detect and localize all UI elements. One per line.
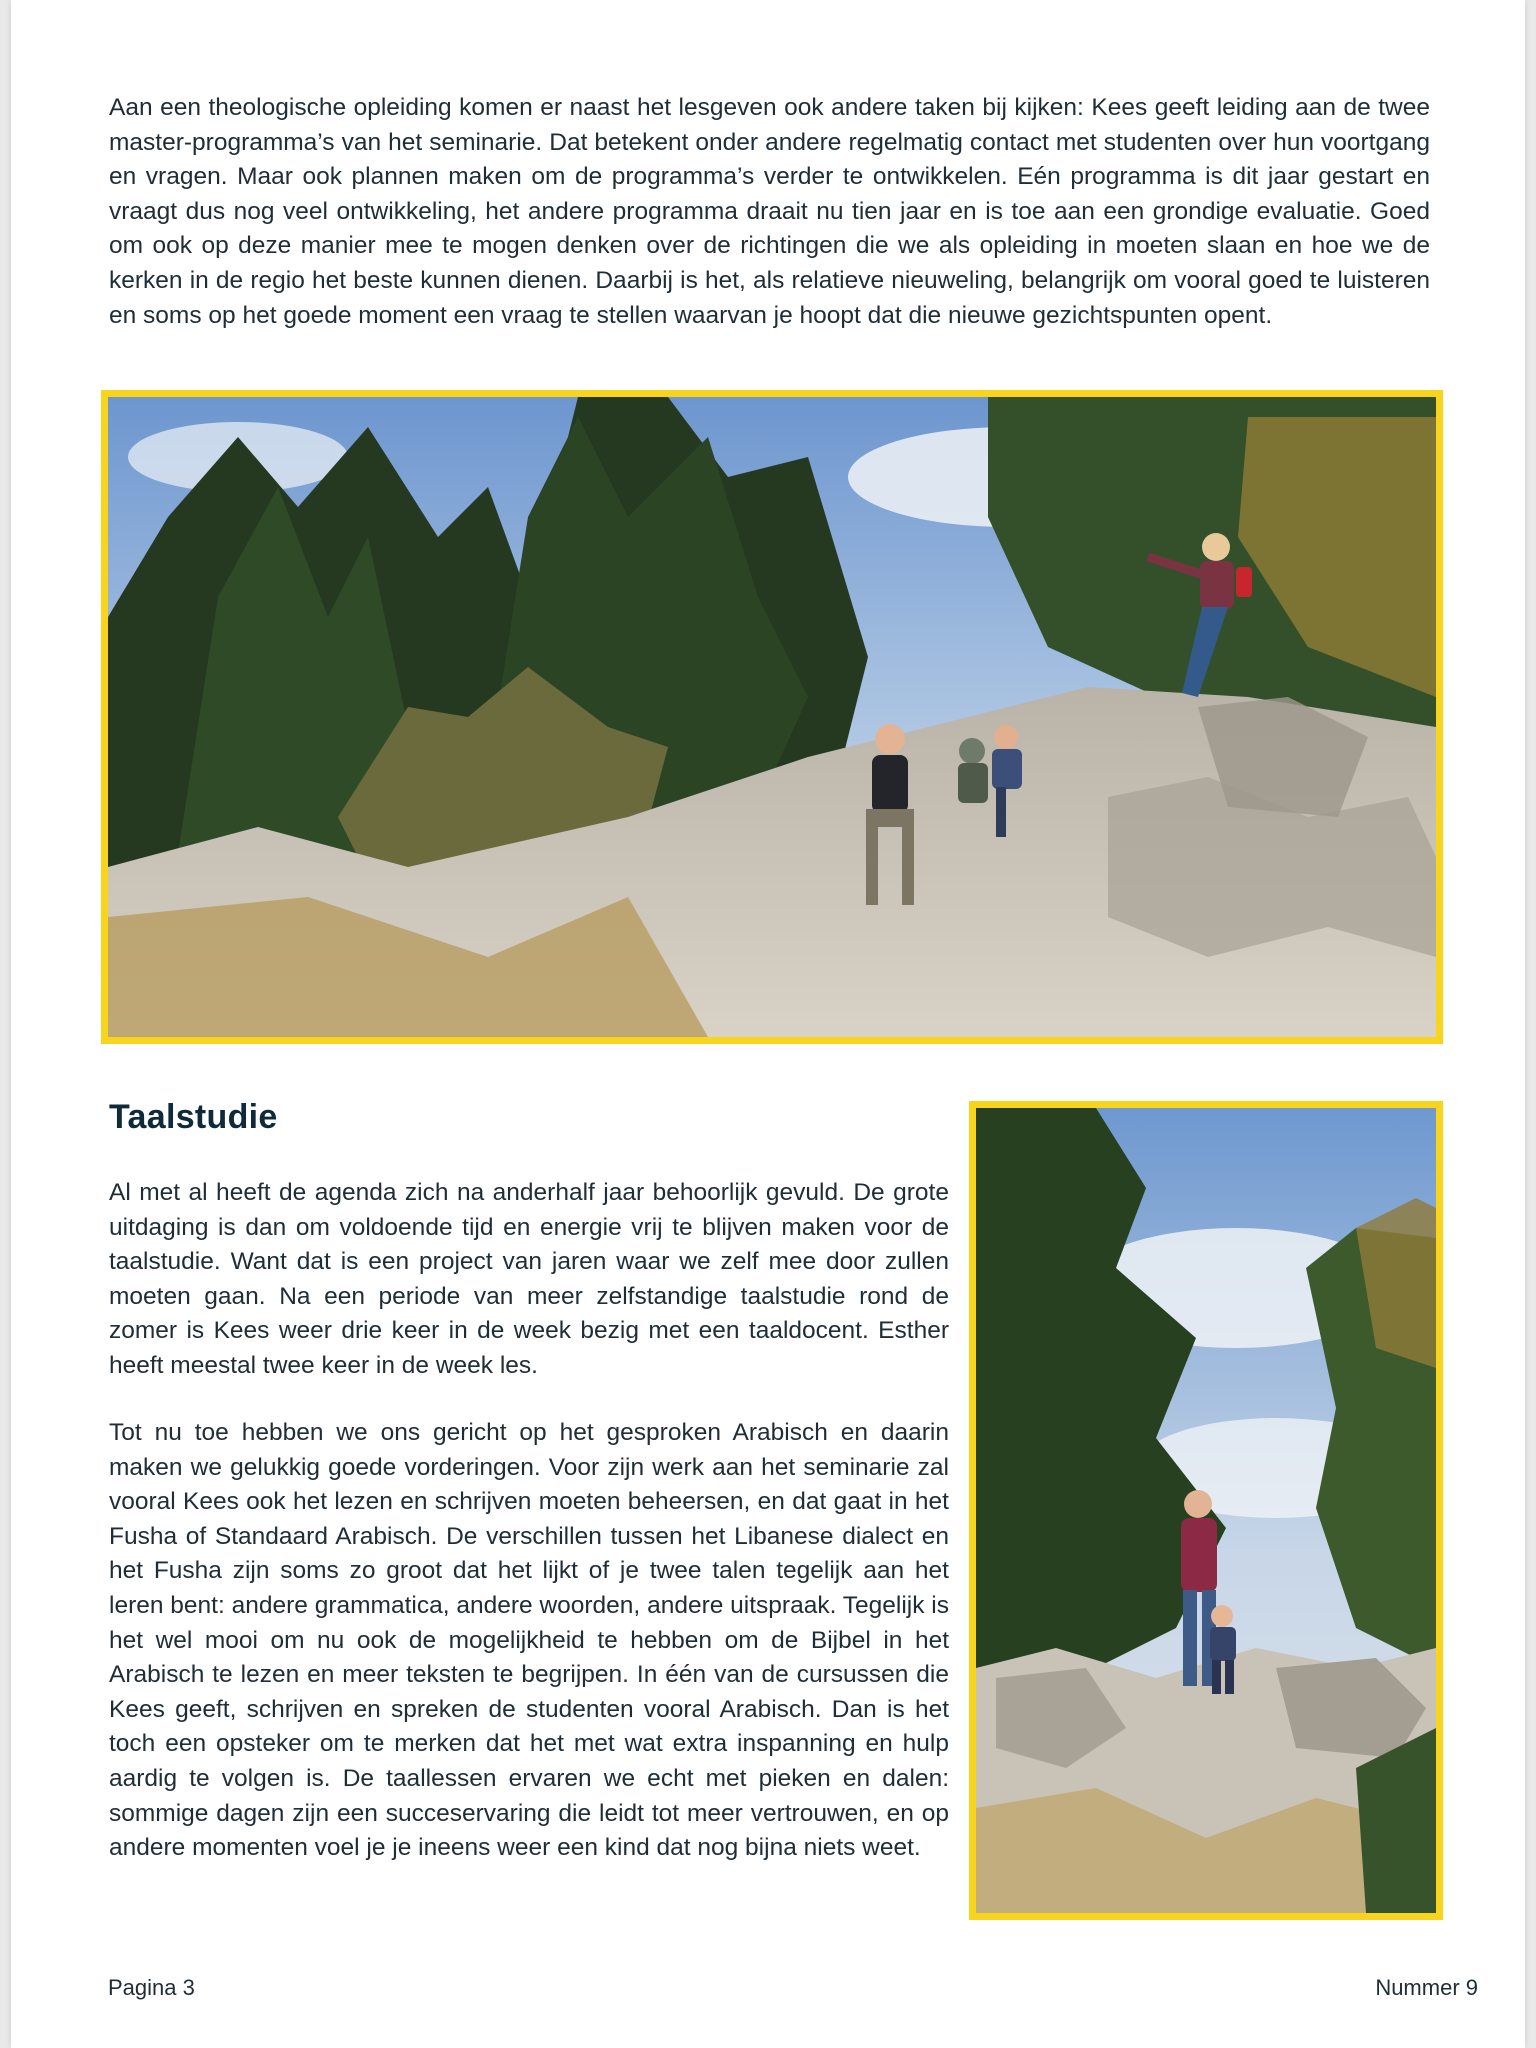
landscape-illustration xyxy=(108,397,1436,1037)
intro-paragraph: Aan een theologische opleiding komen er naast het lesgeven ook andere taken bij kijken: Kees geeft leiding aan de twee master-programma’s van het seminarie. Dat betekent onder andere regelmatig contact met studenten over hun voortgang en vragen. Maar ook plannen maken om de programma’s verder te ontwikkelen. Eén programma is dit jaar gestart en vraagt dus nog veel ontwikkeling, het andere programma draait nu tien jaar en is toe aan een grondige evaluatie. Goed om ook op deze manier mee te mogen denken over de richtingen die we als opleiding in moeten slaan en hoe we de kerken in de regio het beste kunnen dienen. Daarbij is het, als relatieve nieuweling, belangrijk om vooral goed te luisteren en soms op het goede moment een vraag te stellen waarvan je hoopt dat die nieuwe gezichtspunten opent. xyxy=(109,94,1430,329)
section-heading: Taalstudie xyxy=(109,1098,278,1136)
issue-number: Nummer 9 xyxy=(1375,1975,1478,2000)
mother-child-photo xyxy=(969,1101,1443,1920)
document-page xyxy=(11,0,1525,2048)
section-paragraph-1: Al met al heeft de agenda zich na anderhalf jaar behoorlijk gevuld. De grote uitdaging is dan om voldoende tijd en energie vrij te blijven maken voor de taalstudie. Want dat is een project van jaren waar we zelf mee door zullen moeten gaan. Na een periode van meer zelfstandige taalstudie rond de zomer is Kees weer drie keer in de week bezig met een taaldocent. Esther heeft meestal twee keer in de week les. xyxy=(109,1179,949,1379)
section-paragraph-2: Tot nu toe hebben we ons gericht op het gesproken Arabisch en daarin maken we gelukkig goede vorderingen. Voor zijn werk aan het seminarie zal vooral Kees ook het lezen en schrijven moeten beheersen, en dat gaat in het Fusha of Standaard Arabisch. De verschillen tussen het Libanese dialect en het Fusha zijn soms zo groot dat het lijkt of je twee talen tegelijk aan het leren bent: andere grammatica, andere woorden, andere uitspraak. Tegelijk is het wel mooi om nu ook de mogelijkheid te hebben om de Bijbel in het Arabisch te lezen en meer teksten te begrijpen. In één van de cursussen die Kees geeft, schrijven en spreken de studenten vooral Arabisch. Dan is het toch een opsteker om te merken dat het met wat extra inspanning en hulp aardig te volgen is. De taallessen ervaren we echt met pieken en dalen: sommige dagen zijn een succeservaring die leidt tot meer vertrouwen, en op andere momenten voel je je ineens weer een kind dat nog bijna niets weet. xyxy=(109,1419,949,1862)
family-hike-photo xyxy=(101,390,1443,1044)
page-number: Pagina 3 xyxy=(108,1975,195,2000)
landscape-illustration xyxy=(976,1108,1436,1913)
